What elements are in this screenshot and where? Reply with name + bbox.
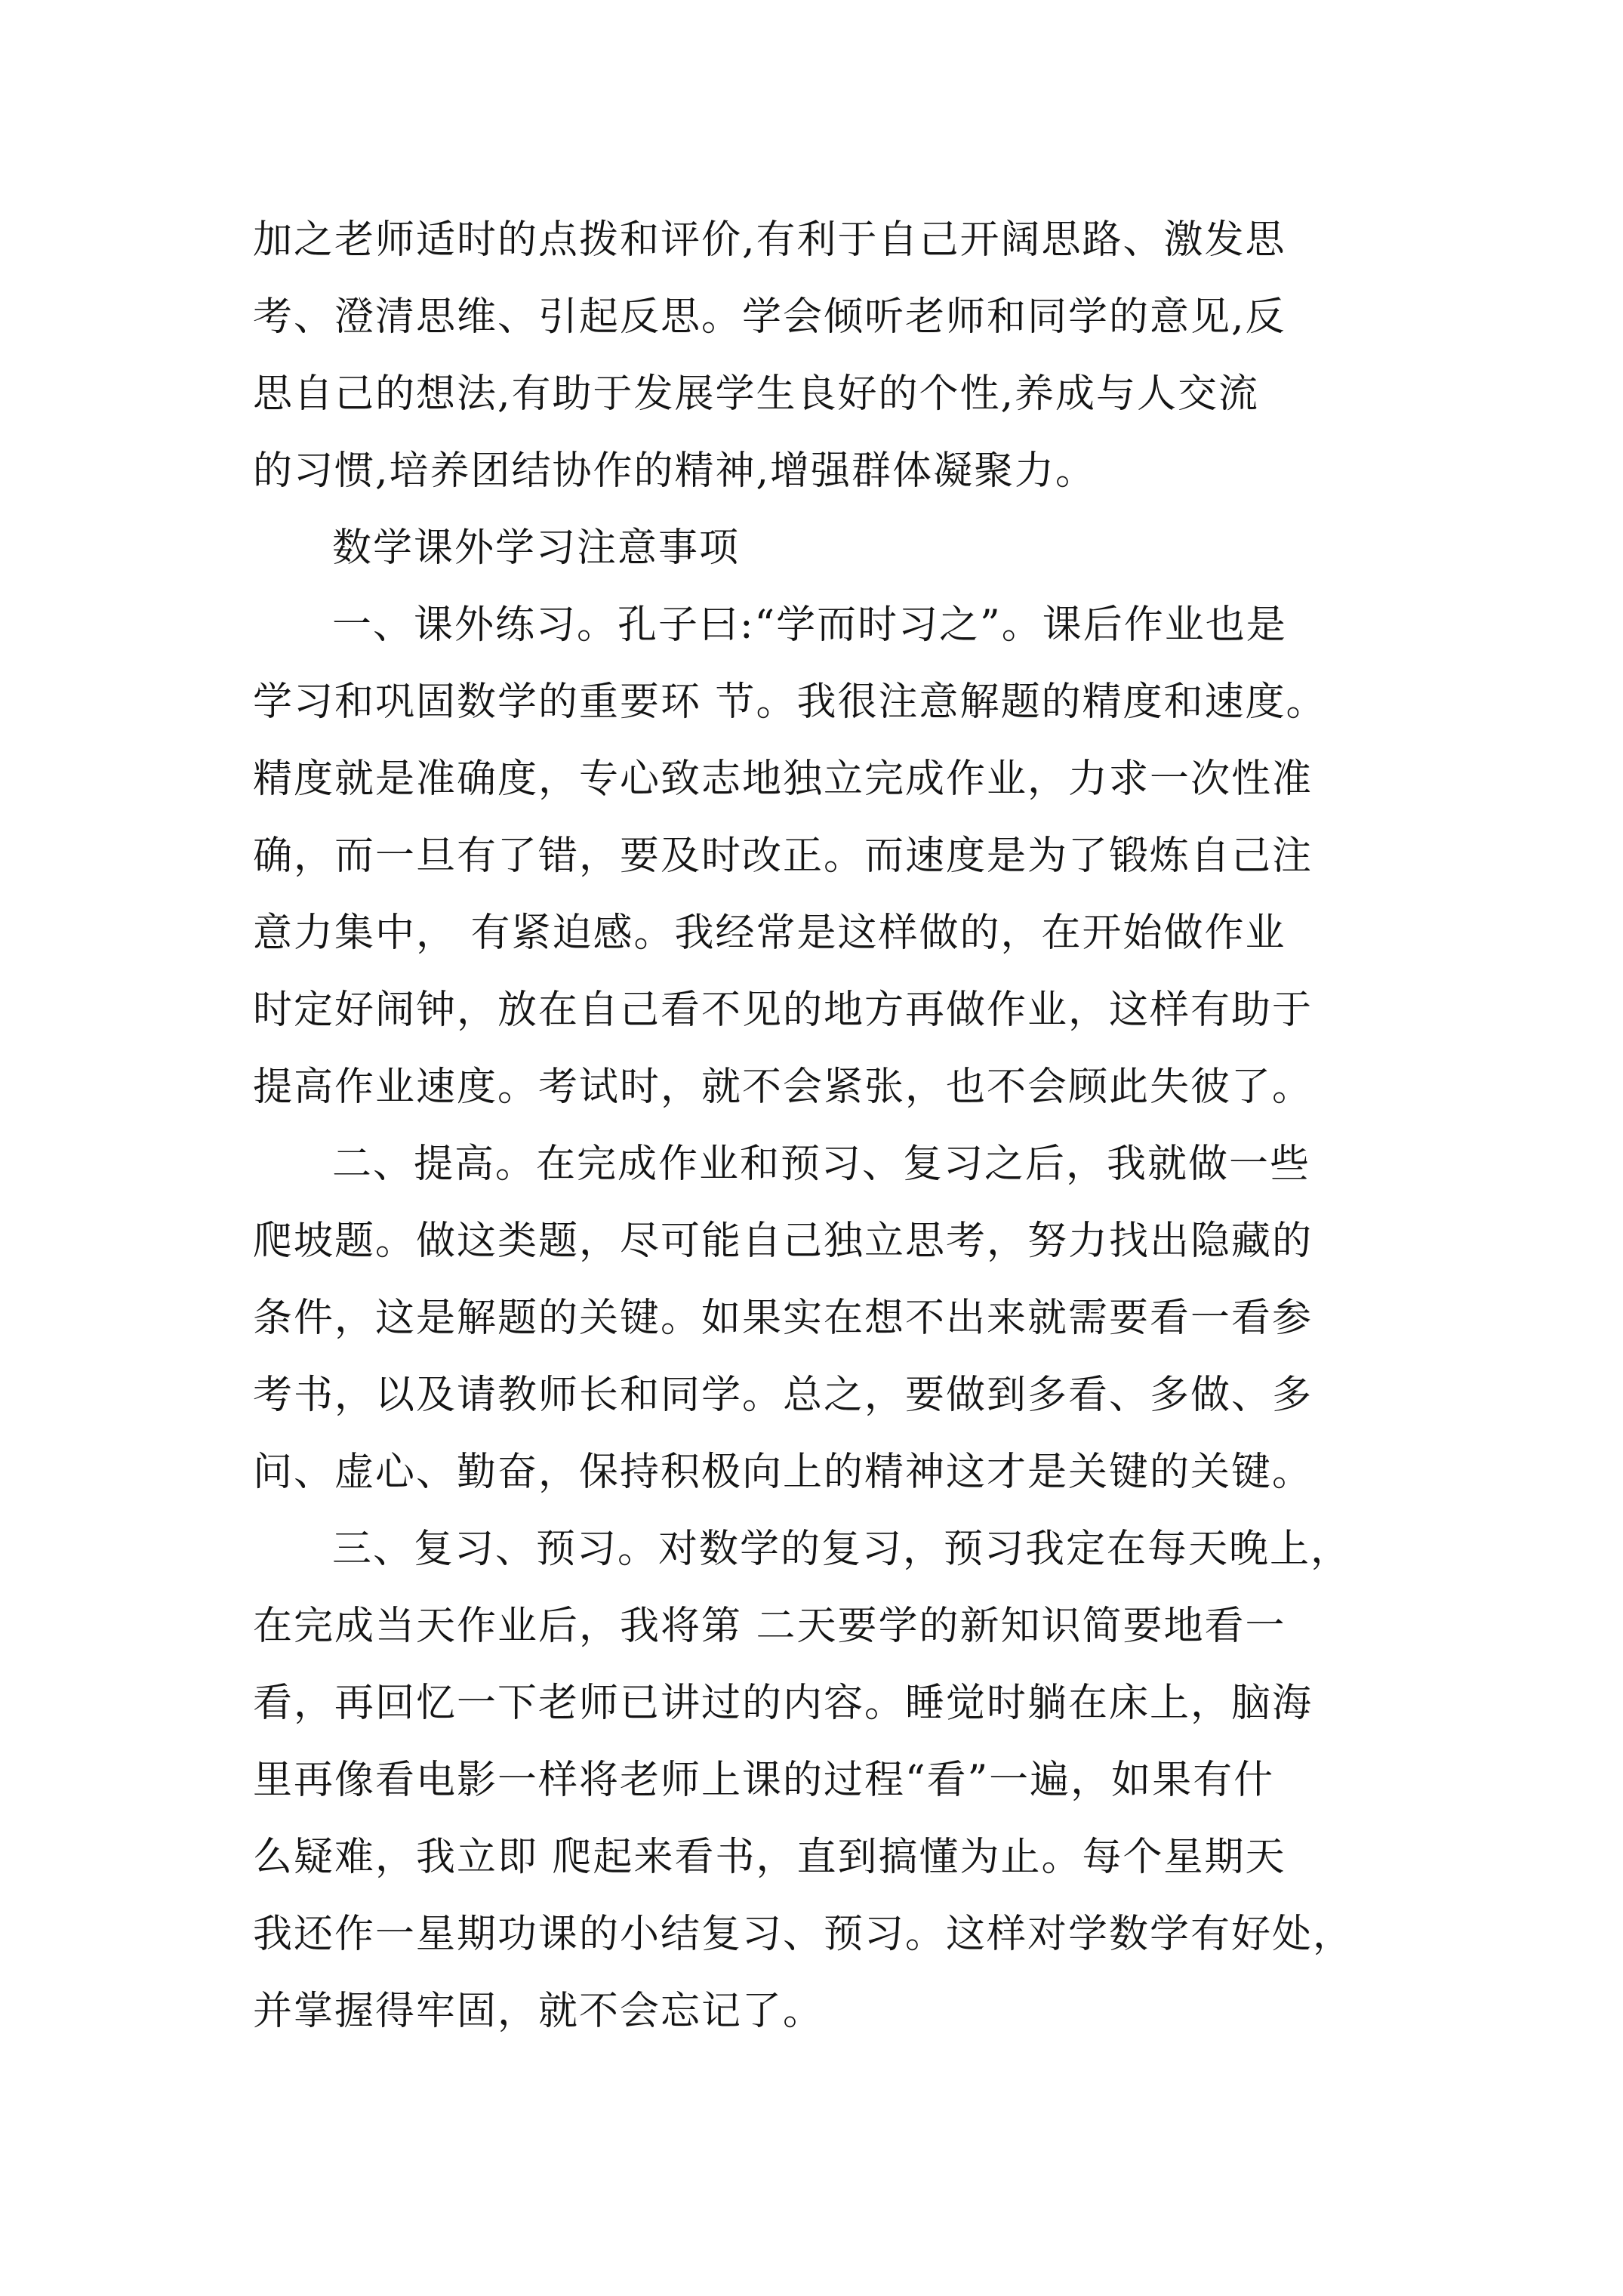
paragraph-line: 时定好闹钟，放在自己看不见的地方再做作业，这样有助于 [253,988,1313,1033]
paragraph-line: 一、课外练习。孔子曰:“学而时习之”。课后作业也是 [332,603,1287,648]
paragraph-line: 二、提高。在完成作业和预习、复习之后，我就做一些 [332,1142,1311,1187]
paragraph-line: 我还作一星期功课的小结复习、预习。这样对学数学有好处， [253,1912,1354,1957]
paragraph-line: 三、复习、预习。对数学的复习，预习我定在每天晚上， [332,1527,1352,1572]
paragraph-line: 学习和巩固数学的重要环 节。我很注意解题的精度和速度。 [253,680,1327,725]
paragraph-line: 加之老师适时的点拨和评价,有利于自己开阔思路、激发思 [253,217,1286,263]
paragraph-line: 在完成当天作业后，我将第 二天要学的新知识简要地看一 [253,1604,1286,1649]
paragraph-line: 的习惯,培养团结协作的精神,增强群体凝聚力。 [253,448,1097,494]
paragraph-line: 提高作业速度。考试时，就不会紧张，也不会顾此失彼了。 [253,1065,1313,1110]
paragraph-line: 并掌握得牢固，就不会忘记了。 [253,1989,824,2034]
paragraph-line: 条件，这是解题的关键。如果实在想不出来就需要看一看参 [253,1296,1313,1341]
paragraph-line: 看，再回忆一下老师已讲过的内容。睡觉时躺在床上，脑海 [253,1681,1313,1726]
paragraph-line: 思自己的想法,有助于发展学生良好的个性,养成与人交流 [253,371,1260,417]
paragraph-line: 意力集中， 有紧迫感。我经常是这样做的，在开始做作业 [253,911,1286,956]
section-title: 数学课外学习注意事项 [332,525,741,571]
paragraph-line: 问、虚心、勤奋，保持积极向上的精神这才是关键的关键。 [253,1450,1313,1495]
paragraph-line: 确，而一旦有了错，要及时改正。而速度是为了锻炼自己注 [253,834,1313,879]
paragraph-line: 里再像看电影一样将老师上课的过程“看”一遍，如果有什 [253,1758,1275,1803]
paragraph-line: 爬坡题。做这类题，尽可能自己独立思考，努力找出隐藏的 [253,1219,1313,1264]
paragraph-line: 精度就是准确度，专心致志地独立完成作业，力求一次性准 [253,757,1313,802]
paragraph-line: 考书，以及请教师长和同学。总之，要做到多看、多做、多 [253,1373,1313,1418]
paragraph-line: 考、澄清思维、引起反思。学会倾听老师和同学的意见,反 [253,294,1286,340]
paragraph-line: 么疑难，我立即 爬起来看书，直到搞懂为止。每个星期天 [253,1835,1286,1880]
